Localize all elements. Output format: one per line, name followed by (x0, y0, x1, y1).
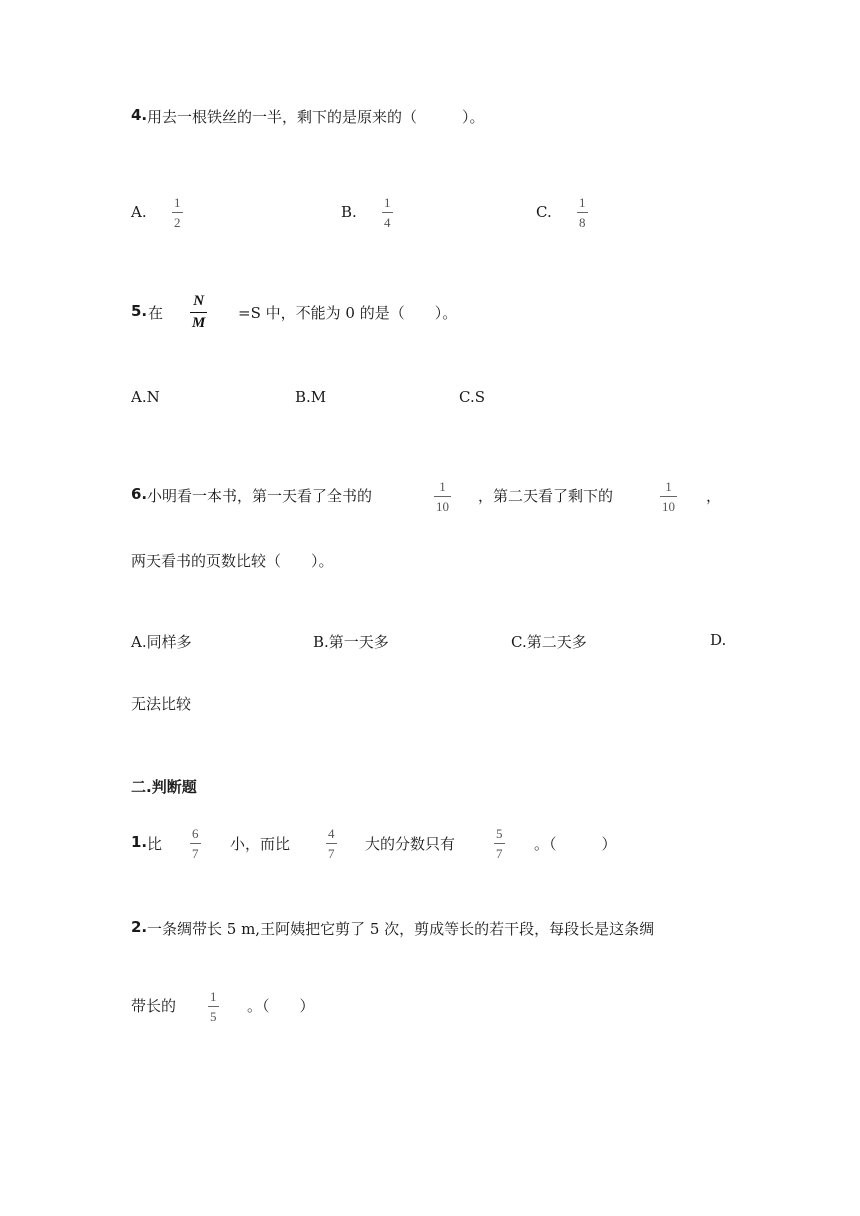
fraction-numerator: 1 (210, 989, 217, 1004)
q4-option-c-label[interactable]: C. (536, 203, 552, 221)
fraction-denominator: 7 (328, 846, 335, 861)
q5-number: 5. (131, 302, 148, 320)
q6-text-part1: 小明看一本书，第一天看了全书的 (147, 487, 373, 505)
q5-option-b[interactable]: B.M (295, 388, 327, 406)
fraction-numerator: 1 (384, 195, 391, 210)
fraction-denominator: 8 (579, 215, 586, 230)
q6-number: 6. (131, 485, 148, 503)
j1-text-2: 小，而比 (230, 835, 291, 853)
fraction-denominator: M (192, 315, 206, 331)
q4-number: 4. (131, 106, 148, 124)
q6-text-part2: ，第二天看了剩下的 (478, 487, 614, 505)
q6-text-line2: 两天看书的页数比较（ ）。 (131, 552, 334, 570)
q6-fraction-1 (434, 480, 451, 513)
j1-fraction-1 (190, 827, 201, 860)
fraction-numerator: 1 (439, 479, 446, 494)
q4-option-c-fraction (577, 196, 588, 229)
q5-fraction (190, 294, 207, 331)
fraction-denominator: 2 (174, 215, 181, 230)
q6-option-d[interactable]: D. (710, 631, 727, 649)
j1-fraction-3 (494, 827, 505, 860)
fraction-denominator: 10 (436, 499, 449, 514)
q6-text-part3: ， (706, 487, 722, 505)
j2-text-line2-suffix: 。（ ） (247, 997, 315, 1015)
q6-option-d-text[interactable]: 无法比较 (131, 695, 192, 713)
q6-fraction-2 (660, 480, 677, 513)
q4-text: 用去一根铁丝的一半，剩下的是原来的（ ）。 (147, 108, 485, 126)
j1-text-4: 。（ ） (534, 835, 617, 853)
fraction-denominator: 5 (210, 1009, 217, 1024)
q5-prefix: 在 (148, 304, 164, 322)
q6-option-a[interactable]: A.同样多 (131, 633, 192, 651)
fraction-numerator: N (193, 293, 205, 309)
j1-text-3: 大的分数只有 (365, 835, 456, 853)
q4-option-a-label[interactable]: A. (131, 203, 147, 221)
q6-option-b[interactable]: B.第一天多 (313, 633, 389, 651)
q4-option-a-fraction (172, 196, 183, 229)
j1-text-1: 比 (147, 835, 163, 853)
fraction-numerator: 6 (192, 826, 199, 841)
q5-option-a[interactable]: A.N (131, 388, 160, 406)
j2-text-line2-prefix: 带长的 (131, 997, 177, 1015)
j2-text-line1: 一条绸带长 5 m,王阿姨把它剪了 5 次，剪成等长的若干段，每段长是这条绸 (147, 920, 655, 938)
j1-number: 1. (131, 833, 148, 851)
j2-number: 2. (131, 918, 148, 936)
fraction-numerator: 1 (665, 479, 672, 494)
j1-fraction-2 (326, 827, 337, 860)
j2-fraction (208, 990, 219, 1023)
q4-option-b-fraction (382, 196, 393, 229)
fraction-denominator: 7 (192, 846, 199, 861)
fraction-denominator: 4 (384, 215, 391, 230)
fraction-denominator: 10 (662, 499, 675, 514)
q4-option-b-label[interactable]: B. (341, 203, 357, 221)
q6-option-c[interactable]: C.第二天多 (511, 633, 587, 651)
section-title: 二.判断题 (131, 778, 197, 796)
fraction-numerator: 1 (174, 195, 181, 210)
fraction-denominator: 7 (496, 846, 503, 861)
q5-suffix: =S 中，不能为 0 的是（ ）。 (238, 304, 458, 322)
fraction-numerator: 5 (496, 826, 503, 841)
fraction-numerator: 1 (579, 195, 586, 210)
q5-option-c[interactable]: C.S (459, 388, 485, 406)
fraction-numerator: 4 (328, 826, 335, 841)
